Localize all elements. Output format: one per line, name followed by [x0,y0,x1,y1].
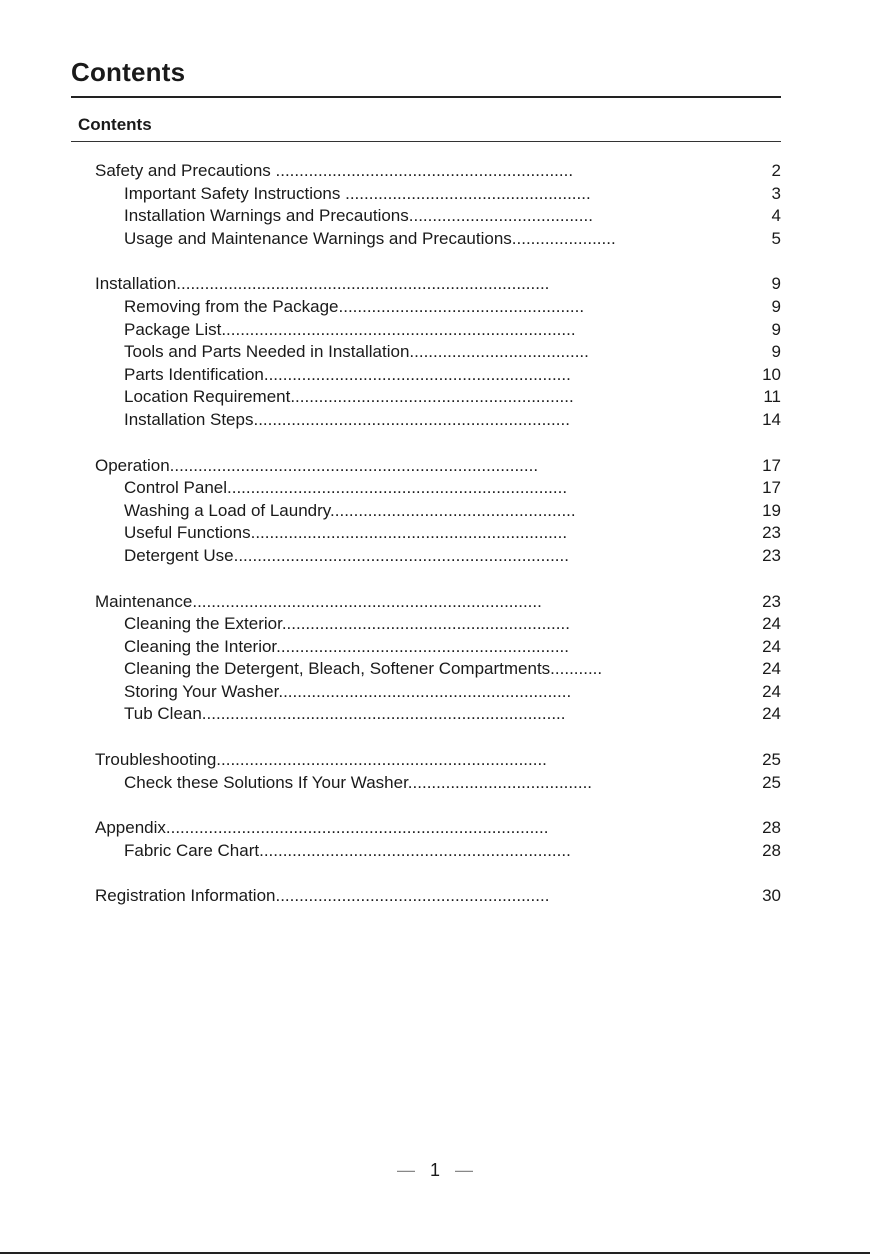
toc-entry-text: Check these Solutions If Your Washer....................................... [124,772,593,792]
toc-page-number: 23 [762,523,781,543]
toc-group-appendix [95,817,781,862]
toc-entry-text: Important Safety Instructions .................................................... [124,183,591,203]
toc-page-number: 24 [762,636,781,656]
toc-page-number: 28 [762,818,781,838]
toc-page-number: 24 [762,704,781,724]
toc-entry-text: Cleaning the Exterior............................................................. [124,614,570,634]
toc-page-number: 9 [771,319,781,339]
toc-entry-text: Fabric Care Chart.................................................................. [124,840,571,860]
toc-page-number: 17 [762,455,781,475]
footer-dash-left: — [396,1160,415,1180]
toc-entry-text: Appendix................................................................................. [95,818,549,838]
toc-subentry[interactable] [95,296,781,319]
toc-page-number: 24 [762,659,781,679]
table-of-contents [95,160,781,931]
toc-subentry[interactable] [95,545,781,568]
toc-entry-text: Tools and Parts Needed in Installation...................................... [124,342,589,362]
toc-page-number: 28 [762,840,781,860]
toc-group-safety [95,160,781,250]
toc-subentry[interactable] [95,341,781,364]
toc-page-number: 4 [771,206,781,226]
toc-subentry[interactable] [95,183,781,206]
toc-subentry[interactable] [95,364,781,387]
toc-subentry[interactable] [95,681,781,704]
toc-entry-text: Removing from the Package.................................................... [124,296,585,316]
toc-entry[interactable] [95,885,781,908]
toc-subentry[interactable] [95,386,781,409]
page-title: Contents [71,57,186,87]
section-divider [71,141,781,142]
toc-entry[interactable] [95,749,781,772]
toc-subentry[interactable] [95,613,781,636]
toc-page-number: 25 [762,772,781,792]
toc-page-number: 19 [762,500,781,520]
toc-group-operation [95,455,781,568]
toc-page-number: 23 [762,545,781,565]
toc-subentry[interactable] [95,228,781,251]
toc-subentry[interactable] [95,703,781,726]
toc-page-number: 25 [762,750,781,770]
toc-entry-text: Installation............................................................................... [95,274,550,294]
page-number: 1 [429,1160,440,1180]
toc-subentry[interactable] [95,319,781,342]
toc-entry-text: Installation Steps................................................................... [124,409,570,429]
toc-page-number: 17 [762,478,781,498]
toc-group-maintenance [95,591,781,727]
toc-entry-text: Cleaning the Detergent, Bleach, Softener Compartments........... [124,659,603,679]
toc-entry-text: Location Requirement............................................................ [124,387,574,407]
toc-page-number: 10 [762,364,781,384]
toc-page-number: 9 [771,274,781,294]
toc-page-number: 2 [771,161,781,180]
toc-page-number: 24 [762,614,781,634]
toc-subentry[interactable] [95,840,781,863]
toc-page-number: 3 [771,183,781,203]
toc-entry-text: Washing a Load of Laundry.................................................... [124,500,576,520]
toc-group-troubleshooting [95,749,781,794]
toc-entry[interactable] [95,160,781,183]
toc-entry-text: Control Panel........................................................................ [124,478,568,498]
toc-entry[interactable] [95,591,781,614]
toc-page-number: 30 [762,886,781,906]
toc-subentry[interactable] [95,658,781,681]
toc-entry-text: Usage and Maintenance Warnings and Precautions...................... [124,228,616,248]
toc-subentry[interactable] [95,477,781,500]
toc-entry-text: Safety and Precautions ............................................................... [95,161,574,180]
toc-subentry[interactable] [95,500,781,523]
toc-page-number: 11 [763,387,781,407]
footer-dash-right: — [455,1160,474,1180]
toc-entry-text: Operation.............................................................................. [95,455,539,475]
toc-subentry[interactable] [95,522,781,545]
toc-page-number: 24 [762,681,781,701]
toc-entry-text: Troubleshooting...................................................................... [95,750,547,770]
toc-group-registration [95,885,781,908]
toc-group-installation [95,273,781,431]
page-footer [0,1160,870,1181]
toc-page-number: 9 [771,296,781,316]
toc-entry-text: Package List........................................................................... [124,319,576,339]
toc-entry[interactable] [95,273,781,296]
title-divider [71,96,781,98]
toc-page-number: 23 [762,591,781,611]
toc-entry[interactable] [95,817,781,840]
toc-entry[interactable] [95,455,781,478]
toc-entry-text: Useful Functions................................................................... [124,523,568,543]
section-title: Contents [78,115,152,134]
toc-entry-text: Maintenance.......................................................................... [95,591,542,611]
toc-page-number: 14 [762,409,781,429]
toc-entry-text: Registration Information.......................................................... [95,886,550,906]
toc-subentry[interactable] [95,772,781,795]
toc-subentry[interactable] [95,636,781,659]
toc-entry-text: Tub Clean............................................................................. [124,704,566,724]
toc-page-number: 9 [771,342,781,362]
toc-entry-text: Detergent Use....................................................................... [124,545,569,565]
toc-entry-text: Installation Warnings and Precautions....................................... [124,206,593,226]
toc-subentry[interactable] [95,205,781,228]
toc-entry-text: Parts Identification................................................................. [124,364,571,384]
toc-entry-text: Cleaning the Interior.............................................................. [124,636,569,656]
toc-entry-text: Storing Your Washer.............................................................. [124,681,572,701]
toc-subentry[interactable] [95,409,781,432]
toc-page-number: 5 [771,228,781,248]
